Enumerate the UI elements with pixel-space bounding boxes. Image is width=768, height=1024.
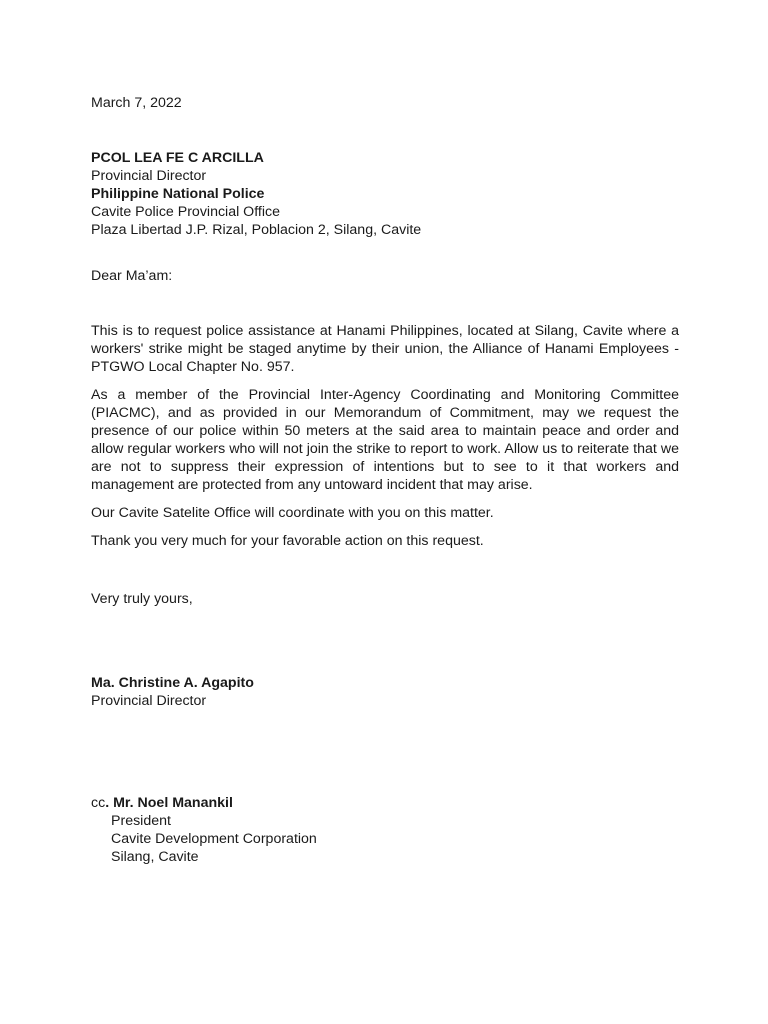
complimentary-close — [91, 590, 193, 608]
date-text: March 7, 2022 — [91, 95, 182, 111]
recipient-organization: Philippine National Police — [91, 186, 265, 202]
recipient-office: Cavite Police Provincial Office — [91, 204, 280, 220]
recipient-name: PCOL LEA FE C ARCILLA — [91, 150, 264, 166]
salutation — [91, 267, 172, 285]
recipient-title: Provincial Director — [91, 168, 207, 184]
cc-title: President — [111, 813, 171, 829]
salutation-text: Dear Ma’am: — [91, 268, 173, 284]
signature-block — [91, 674, 254, 710]
letter-page — [91, 0, 679, 1024]
cc-location: Silang, Cavite — [111, 849, 199, 865]
letter-body — [91, 322, 679, 560]
signatory-name: Ma. Christine A. Agapito — [91, 675, 254, 691]
recipient-address: Plaza Libertad J.P. Rizal, Poblacion 2, Silang, Cavite — [91, 222, 422, 238]
signatory-title: Provincial Director — [91, 693, 207, 709]
letter-date — [91, 94, 182, 112]
recipient-block — [91, 149, 421, 239]
body-paragraph-4: Thank you very much for your favorable action on this request. — [91, 533, 484, 549]
closing-text: Very truly yours, — [91, 591, 193, 607]
cc-organization: Cavite Development Corporation — [111, 831, 317, 847]
body-paragraph-1: This is to request police assistance at Hanami Philippines, located at Silang, Cavite where a workers' strike might be staged anytime by their union, the Alliance of Hanami Employees - PTGWO Local Chapter No. 957. — [91, 323, 679, 375]
cc-line — [91, 794, 317, 812]
body-paragraph-2: As a member of the Provincial Inter-Agency Coordinating and Monitoring Committee (PIACMC), and as provided in our Memorandum of Commitment, may we request the presence of our police within 50 meters at the said area to maintain peace and order and allow regular workers who will not join the strike to report to work. Allow us to reiterate that we are not to suppress their expression of intentions but to see to it that workers and management are protected from any untoward incident that may arise. — [91, 387, 679, 493]
cc-block — [91, 794, 317, 866]
body-paragraph-3: Our Cavite Satelite Office will coordinate with you on this matter. — [91, 505, 494, 521]
cc-name: Mr. Noel Manankil — [113, 795, 233, 811]
cc-punct: . — [105, 795, 114, 811]
cc-prefix: cc — [91, 795, 106, 811]
